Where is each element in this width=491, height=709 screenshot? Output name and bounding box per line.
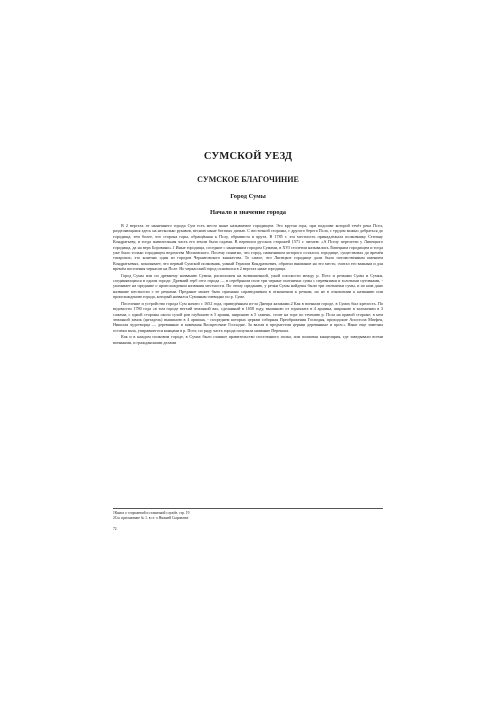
body-paragraph: Город Сумы или по древнему названию Сумин, расположен на возвышенной, ужой плоскости между р. Псел и речками Сумы и Сумки, соединяющихся в одном городе. Древний герб сего города — в серебряном поле три черные охотничьи сумы с перевязями и золотыми путовками, - указывает на предание о происхождении названия местности. По этому преданию, у речки Сумы найдены были три охотничьи сумы, и по ним дано название местности с ее речками. Предание может быть признано справедливым в отношении к речкам, но не в отношении к названию или происхождению города, который назвался Суминым очевидно по р. Суме. [113, 272, 383, 300]
body-paragraph: Поселение и устройство города Сум начато с 1652 года, приведённым из-за Днепра казаками.2 Как в военном городе, в Сумах был крепость. По ведомости 1780 года «в том городе ветхий земляной вал, сделанный в 1658 году, вышиною от горизонта в 4 аршина, шириною в заложении в 3 сажени, с одной стороны около сухой ров глубиною в 5 аршин, шириною в 5 сажень, стоит на горе по течению р. Псла на правой стороне; в нем земляной замок (цитадель) вышиною в 4 аршина, - посреднем которых церкви соборная Преображения Господня, приходские Апостола Матфея, Николая чудотворца — деревянные и каменная Воскресение Господне. За валом в предместии церкви деревянные и проч.» Ныне еще заметны остатки вала, упиравшегося концами в р. Псел; по ряду часть города получила название Перекопа. [113, 300, 383, 333]
body-paragraph: Как и в каждом полковом городе, в Сумах было главное правительство поселенного полка, или полковая канцелярия, где заведывали всеми военными, и гражданскими делами [113, 334, 383, 345]
main-text-block [113, 150, 383, 345]
footnote: 2См. приложение № 1. в ст. о Нижней Сыроватке [113, 516, 189, 520]
chapter-title: СУМСКОЙ УЕЗД [203, 151, 293, 162]
subsection-heading: Начало и значение города [209, 209, 287, 216]
section-heading: Город Сумы [230, 193, 266, 200]
chapter-subtitle: СУМСКОЕ БЛАГОЧИНИЕ [197, 175, 299, 184]
footnote: 1Книга о сторожевой и станичной службе, стр. 19 [113, 511, 190, 515]
body-paragraph: В 2 верстах от нынешнего города Сум есть место ныне называемое городищем. Это крутая гора, при подошве которой течёт река Псел, разделяющаяся здесь на несколько рукавов, весною ныне богатых дичью. С восточной стороны, с другого берега Псла, с трудом можно добраться до городища, тем более, что сторона горы, обращённая к Пслу, обрывиста и крута. В 1785 г. эта местность принадлежала полковнику Степану Кондратьеву, и тогда значительная часть его земли была садами. В перепиcи русских сторожей 1571 г. читаем: «А Пселу перелезти у Липецкого городища, да на верх Боровино».1 Иные городища, соседние с нынешним городом Сумами, в XVI столетии назывались Липецким городищем и тогда уже было только городищем ведомства Московского. Посему понятно, что город, памятником которого осталось городище, существовал до времён татарских; это конечно один из городов Черниговского княжества. То самое, что Липецкое городище дали было потомственным имением Кондратьевых, показывает, что первый Сумской полковник, умный Герасим Кондратьевич, обратил внимание на это место, считал его важным и для времён поселения черкасов на Псле. Но черкасский город основался в 2 верстах ниже городища. [113, 223, 383, 272]
page-number: 72 [113, 527, 117, 531]
footnotes [113, 508, 383, 521]
